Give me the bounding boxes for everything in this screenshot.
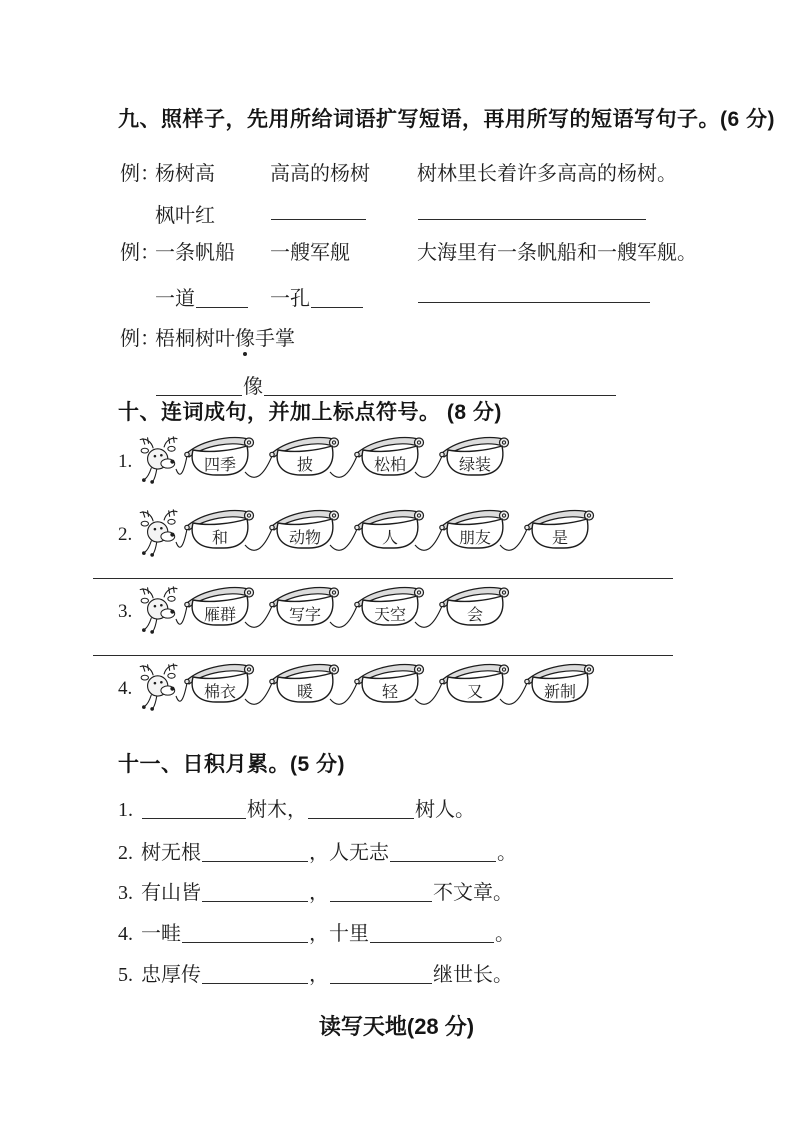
text-segment: 树人。 bbox=[415, 799, 475, 821]
text-segment: 例： bbox=[120, 242, 160, 264]
basket-word: 动物 bbox=[288, 530, 322, 547]
word-chain bbox=[128, 582, 608, 642]
blank-line bbox=[418, 282, 650, 303]
string-line bbox=[330, 456, 357, 477]
text-segment: 梧桐树叶 bbox=[155, 328, 235, 350]
blank-line bbox=[330, 963, 432, 984]
sentence-cell bbox=[417, 157, 677, 186]
example-row bbox=[120, 322, 780, 348]
blank-line bbox=[330, 881, 432, 902]
footer-heading: 读写天地(28 分) bbox=[318, 1014, 475, 1039]
text-segment: 杨树高 bbox=[155, 163, 215, 185]
text-segment: 一畦 bbox=[141, 923, 181, 945]
word-basket bbox=[440, 665, 509, 702]
text-segment: 像 bbox=[243, 376, 263, 398]
basket-word: 四季 bbox=[203, 457, 237, 474]
basket-word: 披 bbox=[296, 457, 314, 474]
text-segment: 高高的杨树 bbox=[270, 163, 370, 185]
word-basket bbox=[270, 665, 339, 702]
fill-in-item bbox=[118, 793, 475, 822]
answer-line bbox=[93, 655, 673, 656]
word-basket bbox=[185, 588, 254, 625]
blank-line bbox=[418, 199, 646, 220]
blank-line bbox=[311, 287, 363, 308]
word-basket bbox=[355, 511, 424, 548]
fill-in-item bbox=[118, 917, 515, 946]
string-line bbox=[415, 606, 442, 627]
string-line bbox=[245, 606, 272, 627]
text-segment: 例： bbox=[120, 328, 160, 350]
item-number: 5. bbox=[118, 964, 133, 986]
word-basket bbox=[355, 665, 424, 702]
text-segment: ，十里 bbox=[309, 923, 369, 945]
basket-word: 和 bbox=[211, 530, 229, 547]
word-cell bbox=[155, 199, 215, 228]
sentence-blank bbox=[417, 282, 651, 306]
phrase-cell bbox=[270, 157, 370, 186]
deer-icon bbox=[140, 587, 177, 634]
word-basket bbox=[525, 511, 594, 548]
word-cell bbox=[155, 236, 235, 265]
exercise-row bbox=[120, 370, 780, 396]
blank-line bbox=[370, 922, 494, 943]
exercise-row bbox=[120, 282, 780, 308]
basket-word: 朋友 bbox=[458, 530, 492, 547]
string-line bbox=[330, 683, 357, 704]
text-segment: 一道 bbox=[155, 288, 195, 310]
word-cell bbox=[270, 282, 364, 311]
blank-line bbox=[308, 798, 414, 819]
text-segment: 一艘军舰 bbox=[270, 242, 350, 264]
word-basket bbox=[440, 511, 509, 548]
item-text bbox=[141, 882, 513, 904]
example-label bbox=[120, 322, 160, 351]
basket-word: 雁群 bbox=[203, 607, 237, 624]
text-segment: 树林里长着许多高高的杨树。 bbox=[417, 163, 677, 185]
word-basket bbox=[355, 438, 424, 475]
string-line bbox=[176, 683, 187, 701]
blank-line bbox=[196, 287, 248, 308]
item-number: 2. bbox=[118, 842, 133, 864]
string-line bbox=[415, 529, 442, 550]
basket-word: 轻 bbox=[381, 684, 399, 701]
sentence-cell bbox=[417, 236, 697, 265]
basket-word: 会 bbox=[466, 607, 484, 624]
text-segment: 。 bbox=[495, 923, 515, 945]
word-basket bbox=[440, 588, 509, 625]
blank-line bbox=[264, 375, 616, 396]
word-chain bbox=[128, 505, 608, 565]
example-label bbox=[120, 236, 160, 265]
text-segment: 例： bbox=[120, 163, 160, 185]
basket-word: 松柏 bbox=[373, 457, 407, 474]
basket-word: 绿装 bbox=[458, 457, 492, 474]
string-line bbox=[500, 529, 527, 550]
string-line bbox=[415, 456, 442, 477]
basket-word: 新制 bbox=[543, 684, 577, 701]
blank-line bbox=[202, 881, 308, 902]
word-basket bbox=[525, 665, 594, 702]
string-line bbox=[415, 683, 442, 704]
row-number: 2. bbox=[118, 524, 133, 545]
text-segment: 。 bbox=[497, 842, 517, 864]
item-text bbox=[141, 842, 517, 864]
row-number: 4. bbox=[118, 678, 133, 699]
string-line bbox=[176, 606, 187, 624]
basket-word: 天空 bbox=[373, 607, 407, 624]
text-segment: 有山皆 bbox=[141, 882, 201, 904]
fill-in-item bbox=[118, 836, 517, 865]
word-chain bbox=[128, 659, 608, 719]
item-number: 4. bbox=[118, 923, 133, 945]
blank-line bbox=[202, 963, 308, 984]
text-segment: 继世长。 bbox=[433, 964, 513, 986]
example-row bbox=[120, 157, 780, 183]
word-chain bbox=[128, 432, 608, 492]
blank-line bbox=[390, 841, 496, 862]
section-eleven-title: 十一、日积月累。(5 分) bbox=[118, 753, 345, 776]
string-line bbox=[245, 456, 272, 477]
example-row bbox=[120, 236, 780, 262]
word-basket bbox=[270, 511, 339, 548]
word-basket bbox=[355, 588, 424, 625]
fill-in-item bbox=[118, 876, 513, 905]
text-segment: 忠厚传 bbox=[141, 964, 201, 986]
text-segment: ，人无志 bbox=[309, 842, 389, 864]
word-basket bbox=[185, 438, 254, 475]
section-nine-title: 九、照样子，先用所给词语扩写短语，再用所写的短语写句子。(6 分) bbox=[118, 108, 775, 131]
item-text bbox=[141, 923, 515, 945]
basket-word: 写字 bbox=[288, 607, 322, 624]
word-basket bbox=[270, 438, 339, 475]
word-basket bbox=[185, 665, 254, 702]
word-basket bbox=[270, 588, 339, 625]
sentence-blank bbox=[155, 370, 617, 399]
text-segment: 枫叶红 bbox=[155, 205, 215, 227]
word-chain-row bbox=[118, 432, 638, 492]
string-line bbox=[500, 683, 527, 704]
answer-line bbox=[93, 578, 673, 579]
phrase-blank bbox=[270, 199, 367, 223]
sentence-cell bbox=[155, 322, 295, 351]
string-line bbox=[330, 606, 357, 627]
basket-word: 暖 bbox=[296, 684, 314, 701]
word-cell bbox=[155, 157, 215, 186]
fill-in-item bbox=[118, 958, 513, 987]
basket-word: 是 bbox=[551, 530, 569, 547]
word-chain-row bbox=[118, 659, 638, 719]
word-chain-row bbox=[118, 582, 638, 642]
string-line bbox=[176, 529, 187, 547]
text-segment: 一条帆船 bbox=[155, 242, 235, 264]
string-line bbox=[330, 529, 357, 550]
deer-icon bbox=[140, 664, 177, 711]
blank-line bbox=[182, 922, 308, 943]
text-segment: 树木， bbox=[247, 799, 307, 821]
text-segment: 树无根 bbox=[141, 842, 201, 864]
blank-line bbox=[202, 841, 308, 862]
exercise-row bbox=[120, 199, 780, 225]
string-line bbox=[245, 529, 272, 550]
item-number: 1. bbox=[118, 799, 133, 821]
deer-icon bbox=[140, 510, 177, 557]
item-text bbox=[141, 799, 475, 821]
word-chain-row bbox=[118, 505, 638, 565]
text-segment: 像 bbox=[235, 322, 255, 351]
text-segment: 一孔 bbox=[270, 288, 310, 310]
text-segment: 大海里有一条帆船和一艘军舰。 bbox=[417, 242, 697, 264]
row-number: 1. bbox=[118, 451, 133, 472]
deer-icon bbox=[140, 437, 177, 484]
section-ten-title: 十、连词成句，并加上标点符号。 (8 分) bbox=[118, 401, 502, 424]
word-cell bbox=[155, 282, 249, 311]
basket-word: 又 bbox=[466, 684, 484, 701]
basket-word: 人 bbox=[381, 530, 399, 547]
blank-line bbox=[271, 199, 366, 220]
text-segment: ， bbox=[309, 964, 329, 986]
text-segment: ， bbox=[309, 882, 329, 904]
word-basket bbox=[440, 438, 509, 475]
row-number: 3. bbox=[118, 601, 133, 622]
sentence-blank bbox=[417, 199, 647, 223]
word-basket bbox=[185, 511, 254, 548]
blank-line bbox=[142, 798, 246, 819]
basket-word: 棉衣 bbox=[203, 684, 237, 701]
text-segment: 不文章。 bbox=[433, 882, 513, 904]
item-number: 3. bbox=[118, 882, 133, 904]
phrase-cell bbox=[270, 236, 350, 265]
example-label bbox=[120, 157, 160, 186]
string-line bbox=[245, 683, 272, 704]
text-segment: 手掌 bbox=[255, 328, 295, 350]
string-line bbox=[176, 456, 187, 474]
item-text bbox=[141, 964, 513, 986]
blank-line bbox=[156, 375, 242, 396]
